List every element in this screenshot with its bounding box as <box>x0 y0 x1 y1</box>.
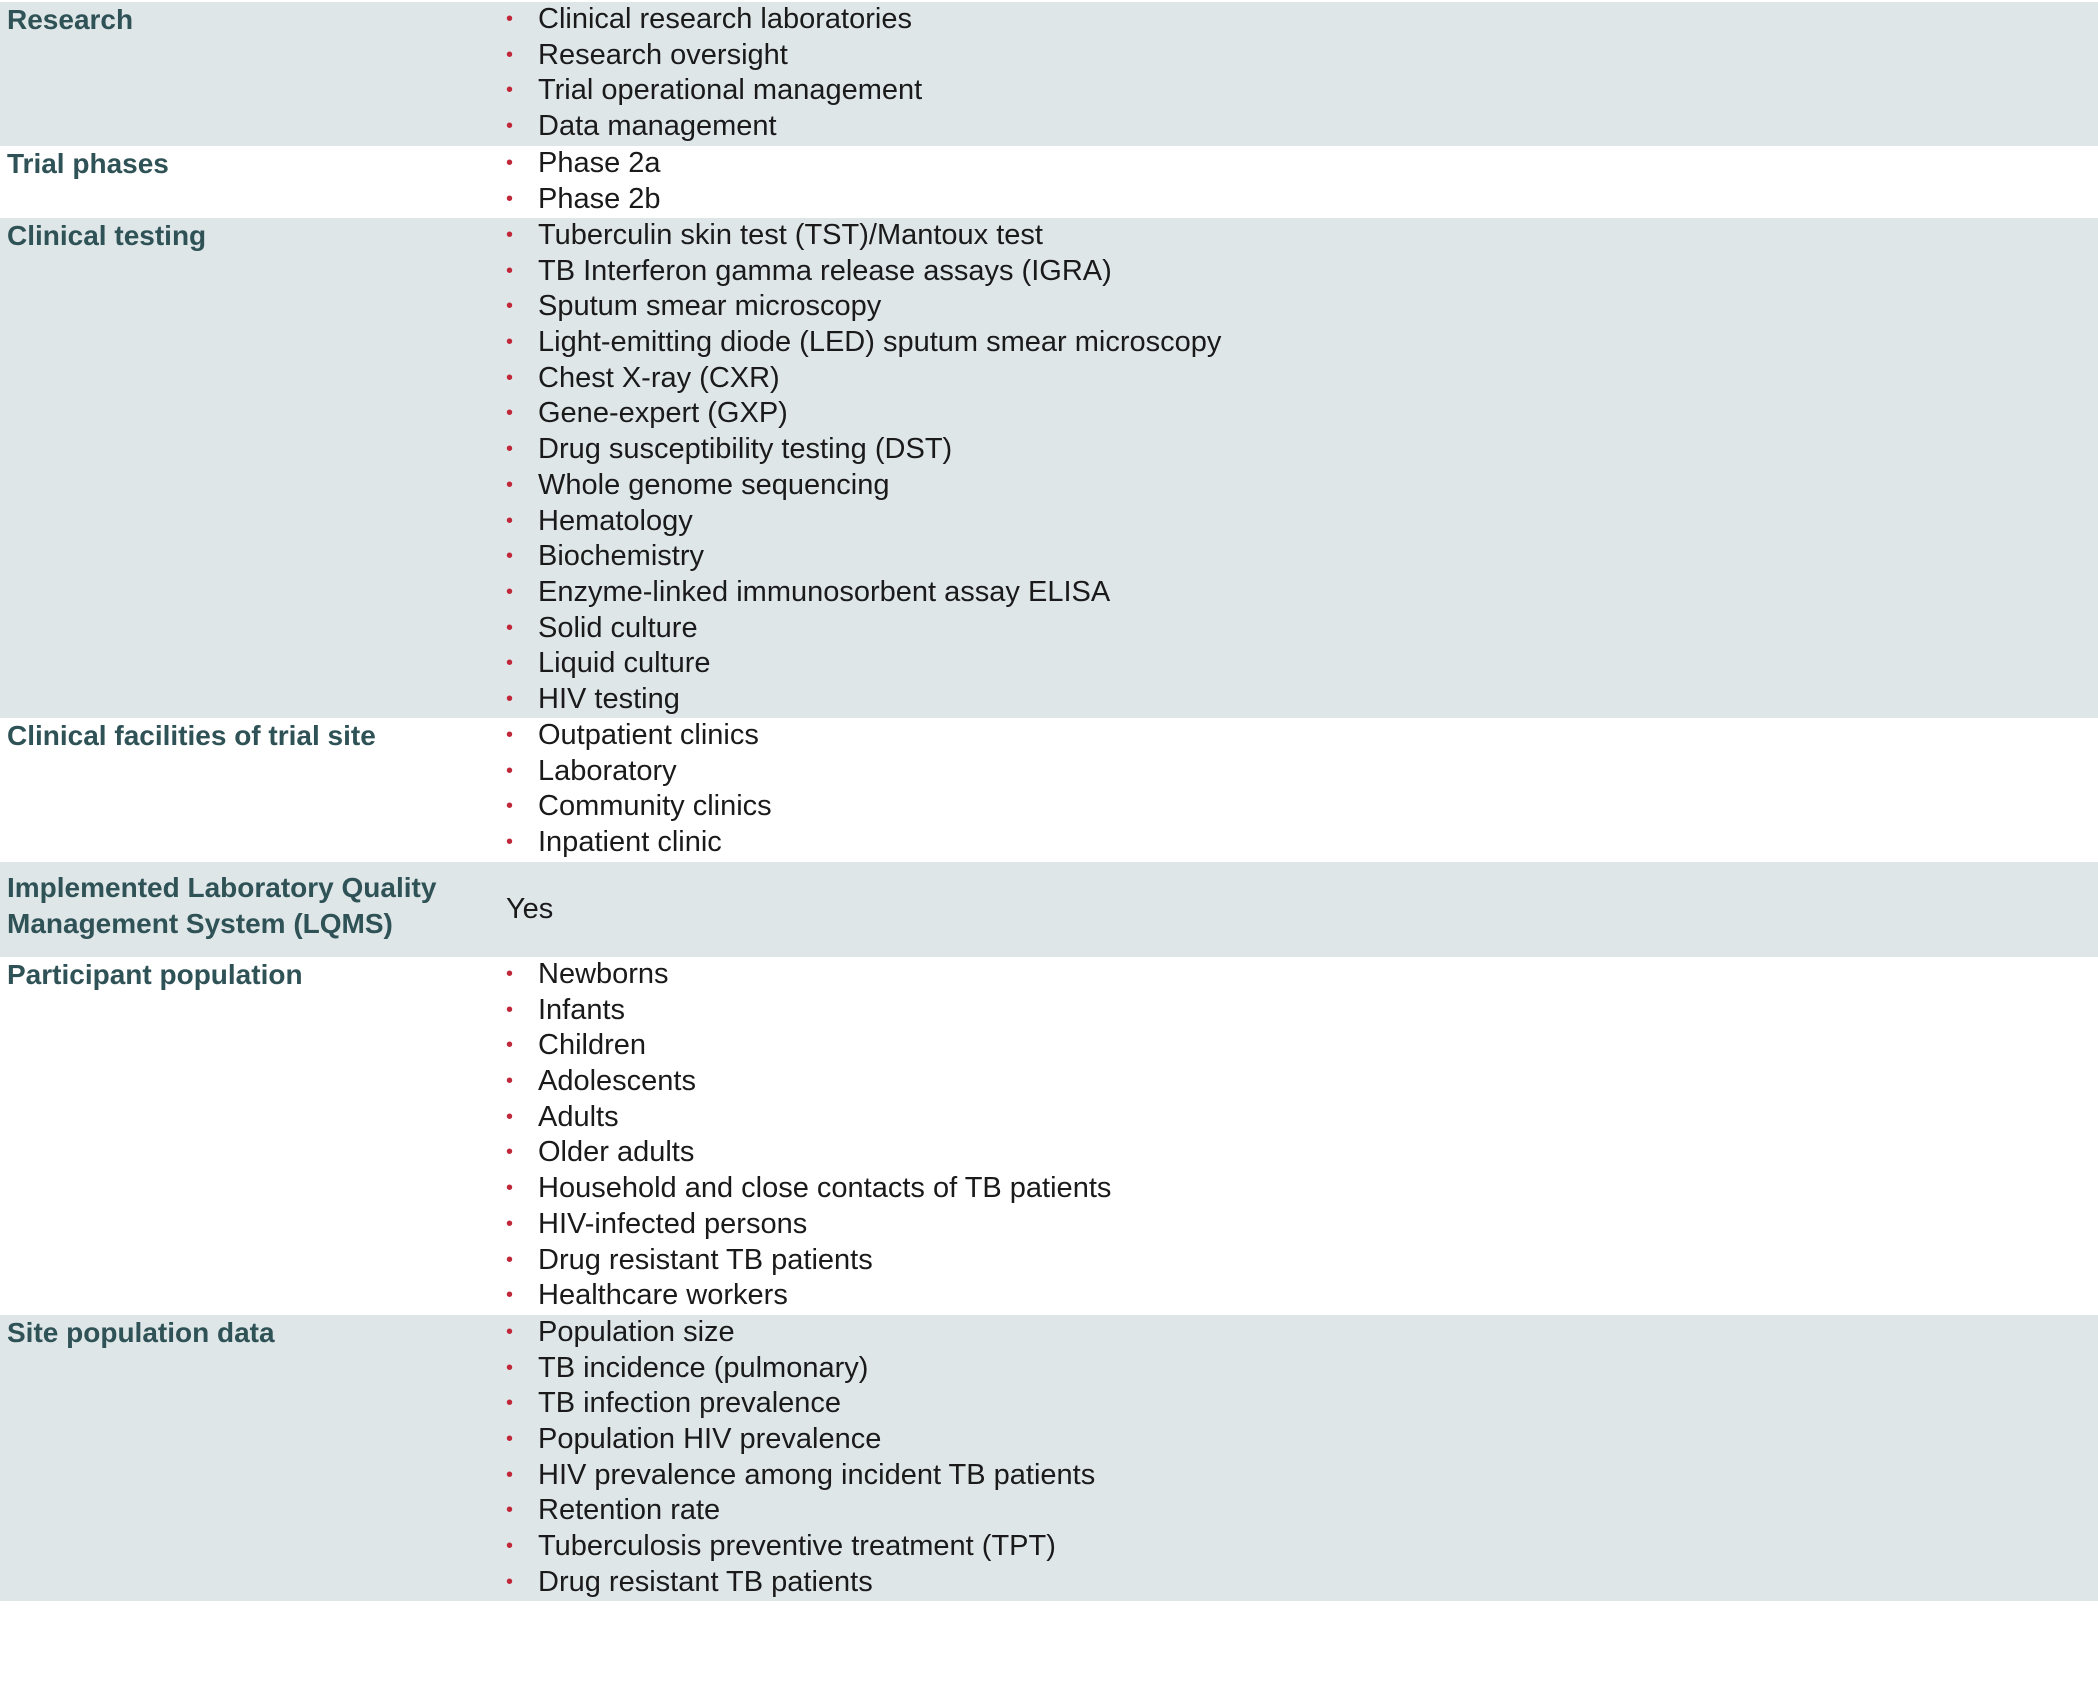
list-item-text: Sputum smear microscopy <box>538 290 882 323</box>
list-item <box>506 825 2098 861</box>
row-label <box>0 870 496 957</box>
list-item <box>506 1386 2098 1422</box>
bullet-icon: • <box>506 259 514 282</box>
row-value <box>496 870 2098 949</box>
bullet-list <box>506 718 2098 861</box>
bullet-icon: • <box>506 1321 514 1343</box>
list-item-text: Population HIV prevalence <box>538 1423 882 1456</box>
table-row-clinical-facilities <box>0 718 2098 862</box>
bullet-icon: • <box>506 473 514 496</box>
list-item-text: Community clinics <box>538 790 772 823</box>
list-item <box>506 432 2098 468</box>
bullet-icon: • <box>506 152 514 174</box>
row-values <box>496 146 2098 218</box>
list-item <box>506 575 2098 611</box>
list-item <box>506 1028 2098 1064</box>
bullet-icon: • <box>506 438 514 461</box>
bullet-icon: • <box>506 187 514 210</box>
list-item <box>506 289 2098 325</box>
list-item-text: HIV testing <box>538 682 680 715</box>
bullet-icon: • <box>506 580 514 603</box>
row-values <box>496 218 2098 718</box>
bullet-icon: • <box>506 224 514 246</box>
table-row-clinical-testing <box>0 218 2098 718</box>
bullet-icon: • <box>506 1499 514 1522</box>
bullet-icon: • <box>506 1212 514 1235</box>
list-item <box>506 182 2098 218</box>
bullet-icon: • <box>506 8 514 30</box>
list-item-text: Older adults <box>538 1136 695 1169</box>
bullet-icon: • <box>506 1570 514 1593</box>
bullet-icon: • <box>506 652 514 675</box>
bullet-list <box>506 2 2098 145</box>
row-values <box>496 957 2098 1315</box>
list-item <box>506 38 2098 74</box>
list-item <box>506 396 2098 432</box>
list-item-text: Drug resistant TB patients <box>538 1243 873 1276</box>
row-label: Research <box>7 4 134 35</box>
list-item <box>506 1207 2098 1243</box>
bullet-icon: • <box>506 998 514 1021</box>
bullet-icon: • <box>506 1284 514 1307</box>
bullet-list <box>506 146 2098 217</box>
list-item-text: Hematology <box>538 504 693 537</box>
list-item-text: Chest X-ray (CXR) <box>538 361 780 394</box>
list-item <box>506 539 2098 575</box>
list-item-text: Population size <box>538 1316 735 1348</box>
row-label-line-1: Implemented Laboratory Quality <box>7 872 437 903</box>
lqms-value: Yes <box>506 892 554 925</box>
bullet-icon: • <box>506 1177 514 1200</box>
table-row-trial-phases <box>0 146 2098 218</box>
list-item-text: Solid culture <box>538 611 698 644</box>
list-item <box>506 504 2098 540</box>
row-values <box>496 2 2098 146</box>
list-item-text: Retention rate <box>538 1494 721 1527</box>
list-item <box>506 109 2098 145</box>
bullet-icon: • <box>506 759 514 782</box>
list-item <box>506 993 2098 1029</box>
row-values <box>496 1315 2098 1601</box>
bullet-icon: • <box>506 963 514 985</box>
row-label: Trial phases <box>7 148 169 179</box>
list-item-text: Data management <box>538 110 777 143</box>
bullet-icon: • <box>506 1356 514 1379</box>
list-item-text: Clinical research laboratories <box>538 3 912 35</box>
list-item <box>506 1315 2098 1351</box>
list-item <box>506 2 2098 38</box>
bullet-icon: • <box>506 1034 514 1057</box>
list-item-text: Trial operational management <box>538 74 923 107</box>
list-item <box>506 218 2098 254</box>
list-item-text: Tuberculin skin test (TST)/Mantoux test <box>538 219 1043 251</box>
bullet-icon: • <box>506 616 514 639</box>
list-item-text: HIV prevalence among incident TB patients <box>538 1458 1096 1491</box>
list-item-text: Adolescents <box>538 1065 696 1098</box>
table-row-site-population-data <box>0 1315 2098 1601</box>
list-item-text: Phase 2b <box>538 182 661 215</box>
row-label: Participant population <box>7 959 303 990</box>
list-item <box>506 1351 2098 1387</box>
list-item-text: TB infection prevalence <box>538 1387 842 1420</box>
list-item-text: Adults <box>538 1100 619 1133</box>
bullet-list <box>506 1315 2098 1601</box>
list-item-text: Healthcare workers <box>538 1279 788 1312</box>
list-item <box>506 73 2098 109</box>
list-item-text: Inpatient clinic <box>538 826 722 859</box>
bullet-icon: • <box>506 687 514 710</box>
bullet-icon: • <box>506 545 514 568</box>
bullet-icon: • <box>506 1070 514 1093</box>
bullet-list <box>506 957 2098 1314</box>
list-item-text: TB Interferon gamma release assays (IGRA) <box>538 254 1112 287</box>
list-item-text: Tuberculosis preventive treatment (TPT) <box>538 1530 1056 1563</box>
list-item <box>506 1171 2098 1207</box>
bullet-icon: • <box>506 509 514 532</box>
list-item-text: Gene-expert (GXP) <box>538 397 788 430</box>
list-item-text: Infants <box>538 993 626 1026</box>
bullet-icon: • <box>506 1105 514 1128</box>
row-values <box>496 718 2098 862</box>
list-item <box>506 1529 2098 1565</box>
list-item-text: Household and close contacts of TB patients <box>538 1172 1112 1205</box>
bullet-icon: • <box>506 115 514 138</box>
bullet-icon: • <box>506 43 514 66</box>
row-label: Site population data <box>7 1317 275 1348</box>
bullet-icon: • <box>506 724 514 746</box>
list-item <box>506 1243 2098 1279</box>
list-item <box>506 1458 2098 1494</box>
bullet-icon: • <box>506 1392 514 1415</box>
bullet-icon: • <box>506 1463 514 1486</box>
list-item <box>506 146 2098 182</box>
list-item-text: Phase 2a <box>538 147 661 179</box>
table-row-lqms <box>0 862 2098 957</box>
bullet-icon: • <box>506 295 514 318</box>
list-item-text: HIV-infected persons <box>538 1207 808 1240</box>
bullet-icon: • <box>506 1535 514 1558</box>
bullet-icon: • <box>506 831 514 854</box>
list-item <box>506 1565 2098 1601</box>
bullet-icon: • <box>506 1248 514 1271</box>
list-item <box>506 789 2098 825</box>
list-item <box>506 754 2098 790</box>
list-item-text: Biochemistry <box>538 540 704 573</box>
list-item-text: Drug susceptibility testing (DST) <box>538 433 953 466</box>
list-item-text: Research oversight <box>538 38 788 71</box>
list-item <box>506 1064 2098 1100</box>
list-item-text: Laboratory <box>538 754 677 787</box>
list-item <box>506 682 2098 718</box>
list-item-text: Outpatient clinics <box>538 719 759 751</box>
list-item <box>506 957 2098 993</box>
list-item-text: Liquid culture <box>538 647 711 680</box>
list-item-text: Newborns <box>538 958 669 990</box>
bullet-icon: • <box>506 1141 514 1164</box>
bullet-icon: • <box>506 795 514 818</box>
list-item-text: Children <box>538 1029 646 1062</box>
list-item <box>506 1422 2098 1458</box>
row-label: Clinical facilities of trial site <box>7 720 376 751</box>
list-item <box>506 1135 2098 1171</box>
table-row-research <box>0 2 2098 146</box>
list-item <box>506 1493 2098 1529</box>
list-item <box>506 361 2098 397</box>
list-item-text: Light-emitting diode (LED) sputum smear microscopy <box>538 326 1222 359</box>
site-capabilities-table <box>0 2 2098 1601</box>
row-label: Clinical testing <box>7 220 207 251</box>
row-label-line-2: Management System (LQMS) <box>7 908 393 939</box>
bullet-list <box>506 218 2098 718</box>
list-item-text: TB incidence (pulmonary) <box>538 1351 869 1384</box>
bullet-icon: • <box>506 1428 514 1451</box>
list-item <box>506 1100 2098 1136</box>
list-item <box>506 254 2098 290</box>
list-item <box>506 646 2098 682</box>
list-item-text: Enzyme-linked immunosorbent assay ELISA <box>538 575 1111 608</box>
list-item <box>506 611 2098 647</box>
bullet-icon: • <box>506 331 514 354</box>
table-row-participant-population <box>0 957 2098 1315</box>
list-item-text: Drug resistant TB patients <box>538 1565 873 1598</box>
list-item <box>506 325 2098 361</box>
bullet-icon: • <box>506 402 514 425</box>
bullet-icon: • <box>506 366 514 389</box>
list-item-text: Whole genome sequencing <box>538 468 890 501</box>
list-item <box>506 1278 2098 1314</box>
list-item <box>506 718 2098 754</box>
bullet-icon: • <box>506 79 514 102</box>
list-item <box>506 468 2098 504</box>
